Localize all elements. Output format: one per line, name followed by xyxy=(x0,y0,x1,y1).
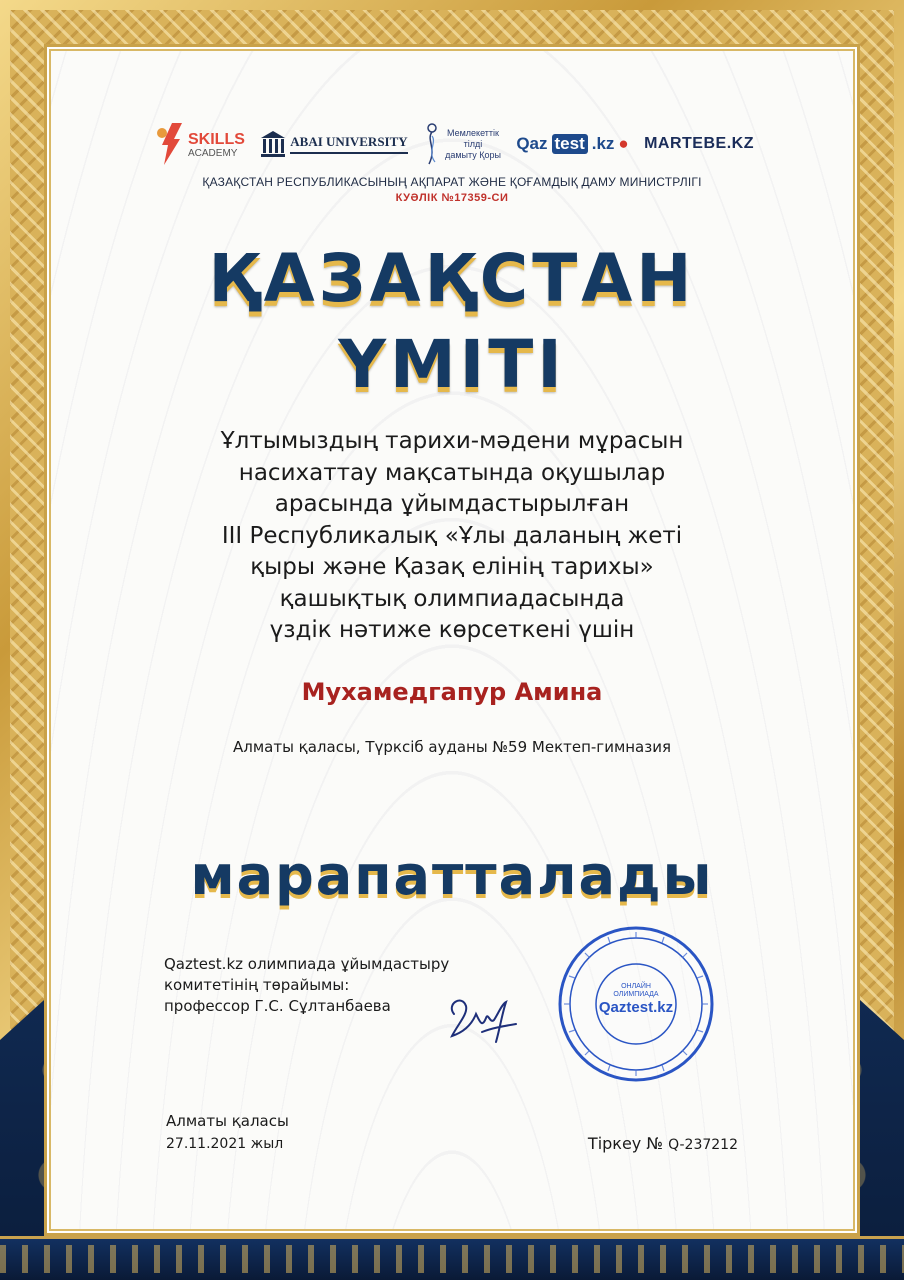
skills-academy-logo: SKILLS ACADEMY xyxy=(154,121,245,167)
registration-label: Тіркеу № xyxy=(587,1134,663,1153)
license-number: КУӘЛІК №17359-СИ xyxy=(395,192,509,204)
issue-date: 27.11.2021 жыл xyxy=(166,1136,284,1152)
certificate-content xyxy=(44,44,860,1236)
award-reason-line: үздік нәтиже көрсеткені үшін xyxy=(269,617,635,643)
award-reason-line: насихаттау мақсатында оқушылар xyxy=(238,459,666,486)
registration-value: Q-237212 xyxy=(668,1137,738,1153)
committee-signatory: Qaztest.kz олимпиада ұйымдастыру комитетінің төрайымы: профессор Г.С. Сұлтанбаева xyxy=(164,955,450,1015)
award-reason-line: қыры және Қазақ елінің тарихы» xyxy=(250,554,654,580)
partner-logos xyxy=(154,114,754,174)
stamp-label-top: ОНЛАЙН xyxy=(621,983,651,990)
award-reason-line: Ұлтымыздың тарихи-мәдени мұрасын xyxy=(220,428,684,454)
awarded-heading: марапатталады xyxy=(190,844,714,907)
official-stamp-icon xyxy=(556,924,716,1084)
university-building-icon xyxy=(260,129,286,159)
skills-academy-icon xyxy=(154,121,184,167)
stamp-brand: Qaztest.kz xyxy=(598,999,674,1016)
qaztest-dot-icon: ● xyxy=(618,134,629,153)
award-reason xyxy=(124,426,780,647)
certificate-title-line2: ҮМІТІ xyxy=(338,326,566,403)
signature-icon xyxy=(442,984,522,1054)
abai-university-logo: ABAI UNIVERSITY xyxy=(260,129,407,159)
ministry-header: ҚАЗАҚСТАН РЕСПУБЛИКАСЫНЫҢ АҚПАРАТ ЖӘНЕ ҚОҒАМДЫҚ ДАМУ МИНИСТРЛІГІ xyxy=(202,175,702,189)
award-reason-line: ІІІ Республикалық «Ұлы даланың жеті xyxy=(221,522,683,549)
registration-number xyxy=(588,1134,738,1153)
stamp-label-mid: ОЛИМПИАДА xyxy=(613,991,659,998)
martebe-logo: MARTEBE.KZ xyxy=(644,135,754,152)
recipient-name: Мухамедгапур Амина xyxy=(301,678,603,706)
award-reason-line: қашықтық олимпиадасында xyxy=(279,585,625,612)
bottom-ornament-band xyxy=(0,1236,904,1280)
issue-city: Алматы қаласы xyxy=(166,1112,289,1130)
qaztest-logo: Qaz test .kz ● xyxy=(516,134,629,153)
recipient-school: Алматы қаласы, Түрксіб ауданы №59 Мектеп-гимназия xyxy=(232,738,672,756)
figure-icon xyxy=(423,122,441,166)
award-reason-line: арасында ұйымдастырылған xyxy=(274,491,630,517)
certificate-title-line1: ҚАЗАҚСТАН xyxy=(208,240,696,317)
language-fund-logo: Мемлекеттік тілді дамыту Қоры xyxy=(423,122,501,166)
